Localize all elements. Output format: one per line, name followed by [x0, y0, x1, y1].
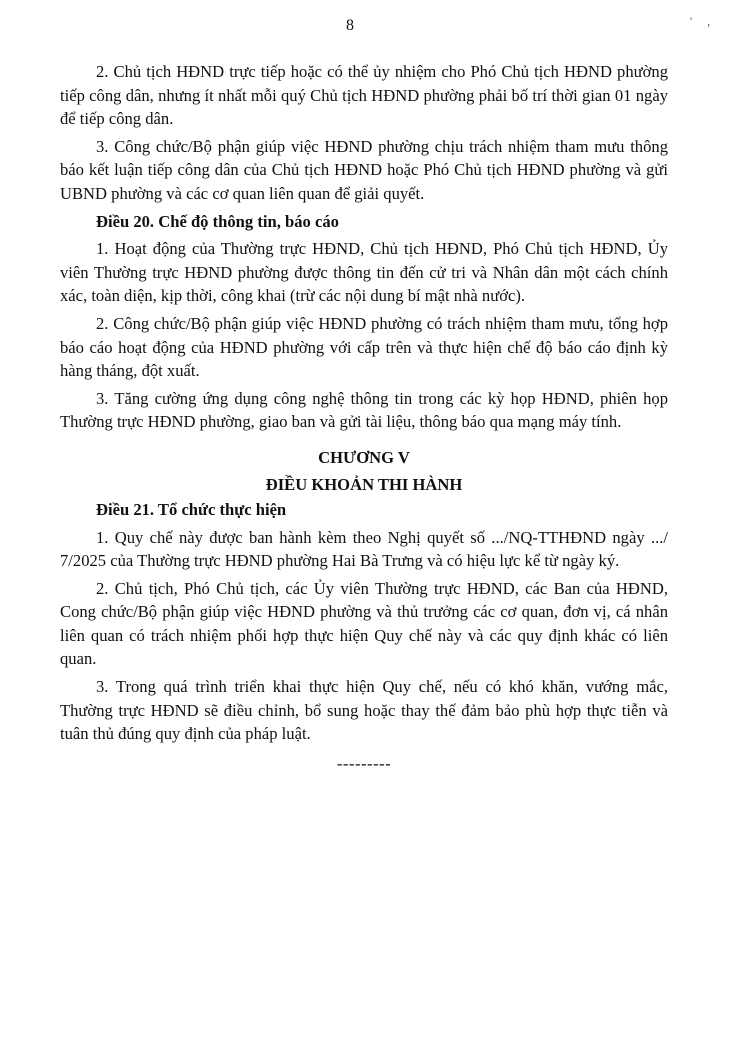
paragraph-article21-clause2: 2. Chủ tịch, Phó Chủ tịch, các Ủy viên Thường trực HĐND, các Ban của HĐND, Cong chức/Bộ phận giúp việc HĐND phường và thủ trưởng các cơ quan, đơn vị, cá nhân liên quan có trách nhiệm phối hợp thực hiện Quy chế này và các quy định khác có liên quan.: [60, 578, 668, 669]
page-number: 8: [346, 17, 354, 34]
end-divider: ---------: [336, 753, 392, 773]
chapter-title: CHƯƠNG V: [318, 447, 410, 467]
chapter-subtitle: ĐIỀU KHOẢN THI HÀNH: [265, 474, 463, 494]
paragraph-article21-clause1: 1. Quy chế này được ban hành kèm theo Nghị quyết số .../NQ-TTHĐND ngày .../ 7/2025 của Thường trực HĐND phường Hai Bà Trưng và có hiệu lực kể từ ngày ký.: [60, 527, 668, 571]
article-21-heading: Điều 21. Tổ chức thực hiện: [96, 499, 287, 519]
paragraph-article21-clause3: 3. Trong quá trình triển khai thực hiện Quy chế, nếu có khó khăn, vướng mắc, Thường trực HĐND sẽ điều chỉnh, bổ sung hoặc thay thế đảm bảo phù hợp thực tiễn và tuân thủ đúng quy định của pháp luật.: [60, 677, 668, 744]
paragraph-article20-clause1: 1. Hoạt động của Thường trực HĐND, Chủ tịch HĐND, Phó Chủ tịch HĐND, Ủy viên Thường trực HĐND phường được thông tin đến cử tri và Nhân dân một cách chính xác, toàn diện, kịp thời, công khai (trừ các nội dung bí mật nhà nước).: [60, 239, 668, 306]
paragraph-article20-clause2: 2. Công chức/Bộ phận giúp việc HĐND phường có trách nhiệm tham mưu, tổng hợp báo cáo hoạt động của HĐND phường với cấp trên và thực hiện chế độ báo cáo định kỳ hàng tháng, đột xuất.: [60, 313, 668, 381]
article-20-heading: Điều 20. Chế độ thông tin, báo cáo: [96, 211, 339, 231]
paragraph-article19-clause2: 2. Chủ tịch HĐND trực tiếp hoặc có thể ủy nhiệm cho Phó Chủ tịch HĐND phường tiếp công dân, nhưng ít nhất mỗi quý Chủ tịch HĐND phường phải bố trí thời gian 01 ngày để tiếp công dân.: [60, 62, 668, 129]
scan-mark: ' ,: [690, 14, 717, 28]
document-body: [60, 60, 668, 774]
paragraph-article19-clause3: 3. Công chức/Bộ phận giúp việc HĐND phường chịu trách nhiệm tham mưu thông báo kết luận tiếp công dân của Chủ tịch HĐND hoặc Phó Chủ tịch HĐND phường và gửi UBND phường và các cơ quan liên quan để giải quyết.: [60, 136, 668, 203]
paragraph-article20-clause3: 3. Tăng cường ứng dụng công nghệ thông tin trong các kỳ họp HĐND, phiên họp Thường trực HĐND phường, giao ban và gửi tài liệu, thông báo qua mạng máy tính.: [60, 388, 668, 432]
